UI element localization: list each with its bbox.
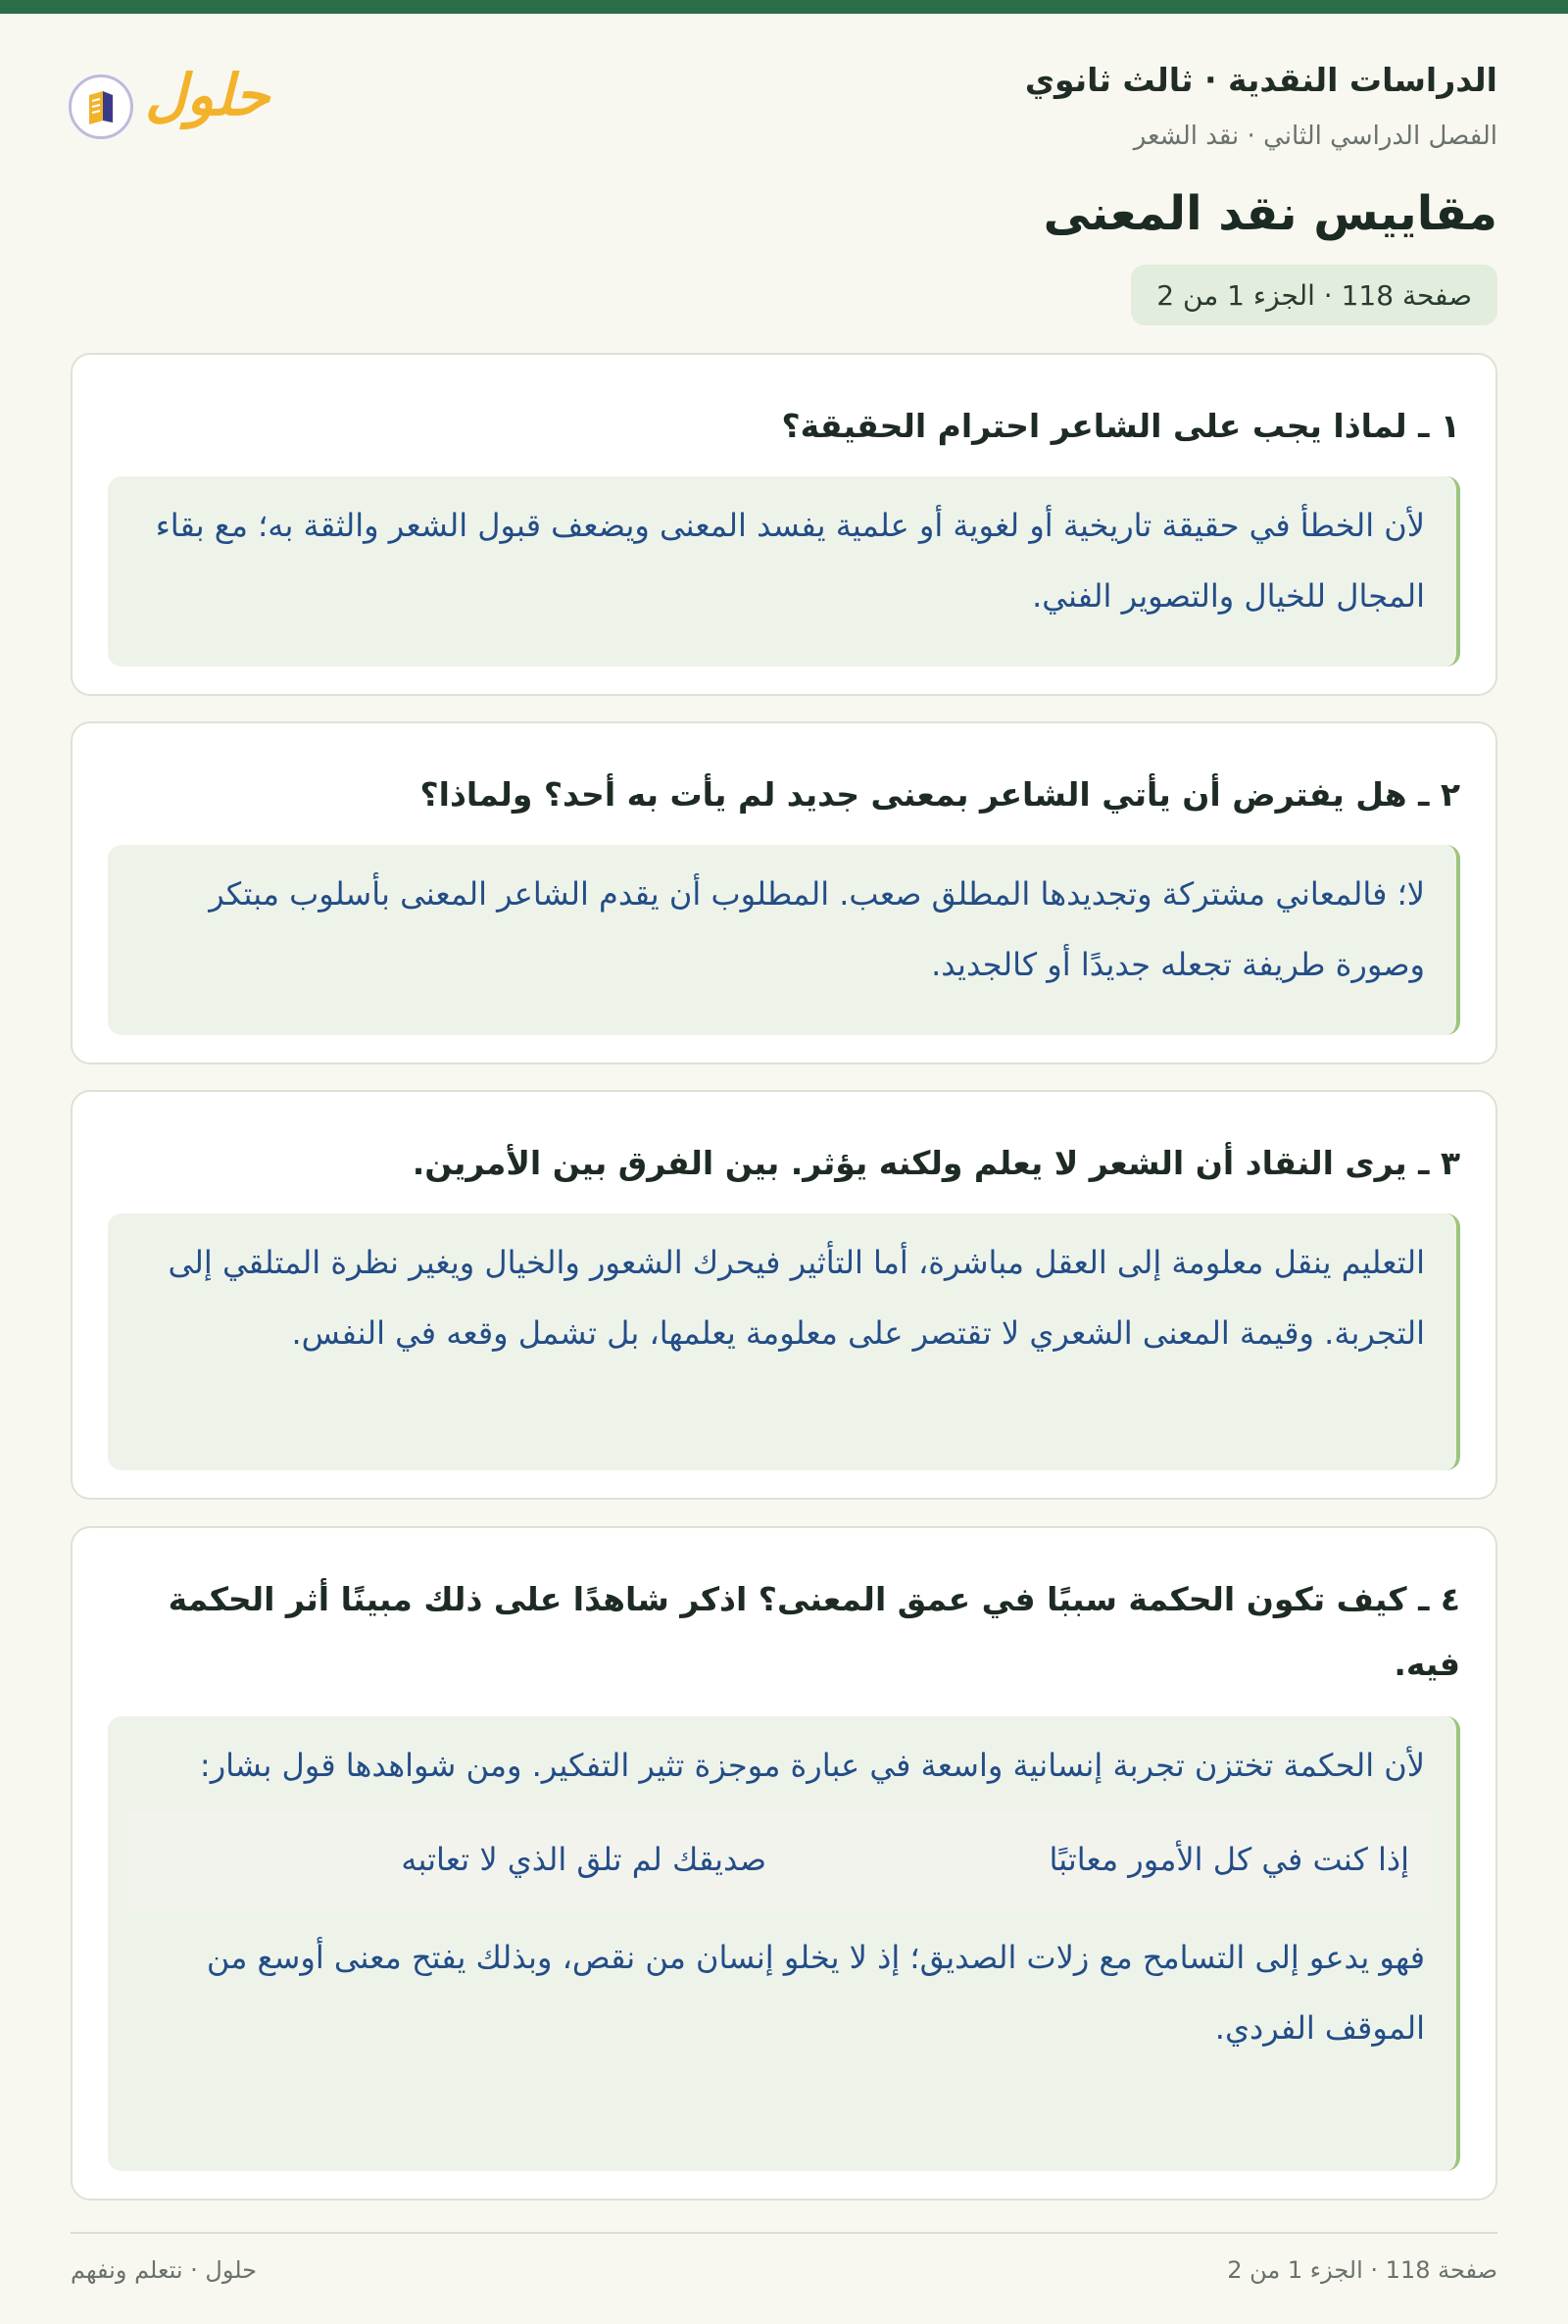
answer-text: لا؛ فالمعاني مشتركة وتجديدها المطلق صعب. المطلوب أن يقدم الشاعر المعنى بأسلوب مبتكر وصورة طريفة تجعله جديدًا أو كالجديد. bbox=[209, 875, 1425, 983]
answer-outro-text: فهو يدعو إلى التسامح مع زلات الصديق؛ إذ لا يخلو إنسان من نقص، وبذلك يفتح معنى أوسع من الموقف الفردي. bbox=[206, 1939, 1425, 2047]
verse-second-hemistich: صديقك لم تلق الذي لا تعاتبه bbox=[401, 1841, 766, 1878]
top-accent-bar bbox=[0, 0, 1568, 14]
question-card-3 bbox=[71, 1090, 1497, 1500]
answer-text: لأن الخطأ في حقيقة تاريخية أو لغوية أو علمية يفسد المعنى ويضعف قبول الشعر والثقة به؛ مع بقاء المجال للخيال والتصوير الفني. bbox=[155, 507, 1425, 615]
verse-first-hemistich: إذا كنت في كل الأمور معاتبًا bbox=[1049, 1841, 1409, 1878]
footer-divider bbox=[71, 2232, 1497, 2234]
footer-page-info: صفحة 118 · الجزء 1 من 2 bbox=[1227, 2256, 1497, 2284]
page-title: مقاييس نقد المعنى bbox=[1043, 186, 1497, 241]
hulul-logo bbox=[69, 61, 304, 149]
answer-box bbox=[108, 845, 1460, 1035]
question-text: ٢ ـ هل يفترض أن يأتي الشاعر بمعنى جديد لم يأت به أحد؟ ولماذا؟ bbox=[419, 775, 1460, 814]
logo-wordmark: حلول bbox=[145, 62, 270, 128]
book-icon bbox=[69, 74, 133, 139]
question-text: ٣ ـ يرى النقاد أن الشعر لا يعلم ولكنه يؤثر. بين الفرق بين الأمرين. bbox=[412, 1144, 1460, 1182]
course-title: الدراسات النقدية · ثالث ثانوي bbox=[1024, 61, 1497, 99]
poem-verse bbox=[127, 1810, 1433, 1912]
answer-box bbox=[108, 476, 1460, 667]
question-card-4 bbox=[71, 1526, 1497, 2200]
question-card-1 bbox=[71, 353, 1497, 696]
course-subtitle: الفصل الدراسي الثاني · نقد الشعر bbox=[1133, 122, 1497, 151]
answer-box bbox=[108, 1716, 1460, 2171]
answer-intro-text: لأن الحكمة تختزن تجربة إنسانية واسعة في عبارة موجزة تثير التفكير. ومن شواهدها قول بشار: bbox=[199, 1747, 1425, 1784]
page-info-badge: صفحة 118 · الجزء 1 من 2 bbox=[1131, 265, 1497, 325]
question-card-2 bbox=[71, 721, 1497, 1064]
footer-brand: حلول · نتعلم ونفهم bbox=[71, 2256, 257, 2284]
answer-box bbox=[108, 1213, 1460, 1470]
answer-text: التعليم ينقل معلومة إلى العقل مباشرة، أما التأثير فيحرك الشعور والخيال ويغير نظرة المتلقي إلى التجربة. وقيمة المعنى الشعري لا تقتصر على معلومة يعلمها، بل تشمل وقعه في النفس. bbox=[168, 1244, 1425, 1352]
question-text: ١ ـ لماذا يجب على الشاعر احترام الحقيقة؟ bbox=[781, 407, 1460, 445]
question-text: ٤ ـ كيف تكون الحكمة سببًا في عمق المعنى؟ اذكر شاهدًا على ذلك مبينًا أثر الحكمة فيه. bbox=[168, 1580, 1460, 1683]
